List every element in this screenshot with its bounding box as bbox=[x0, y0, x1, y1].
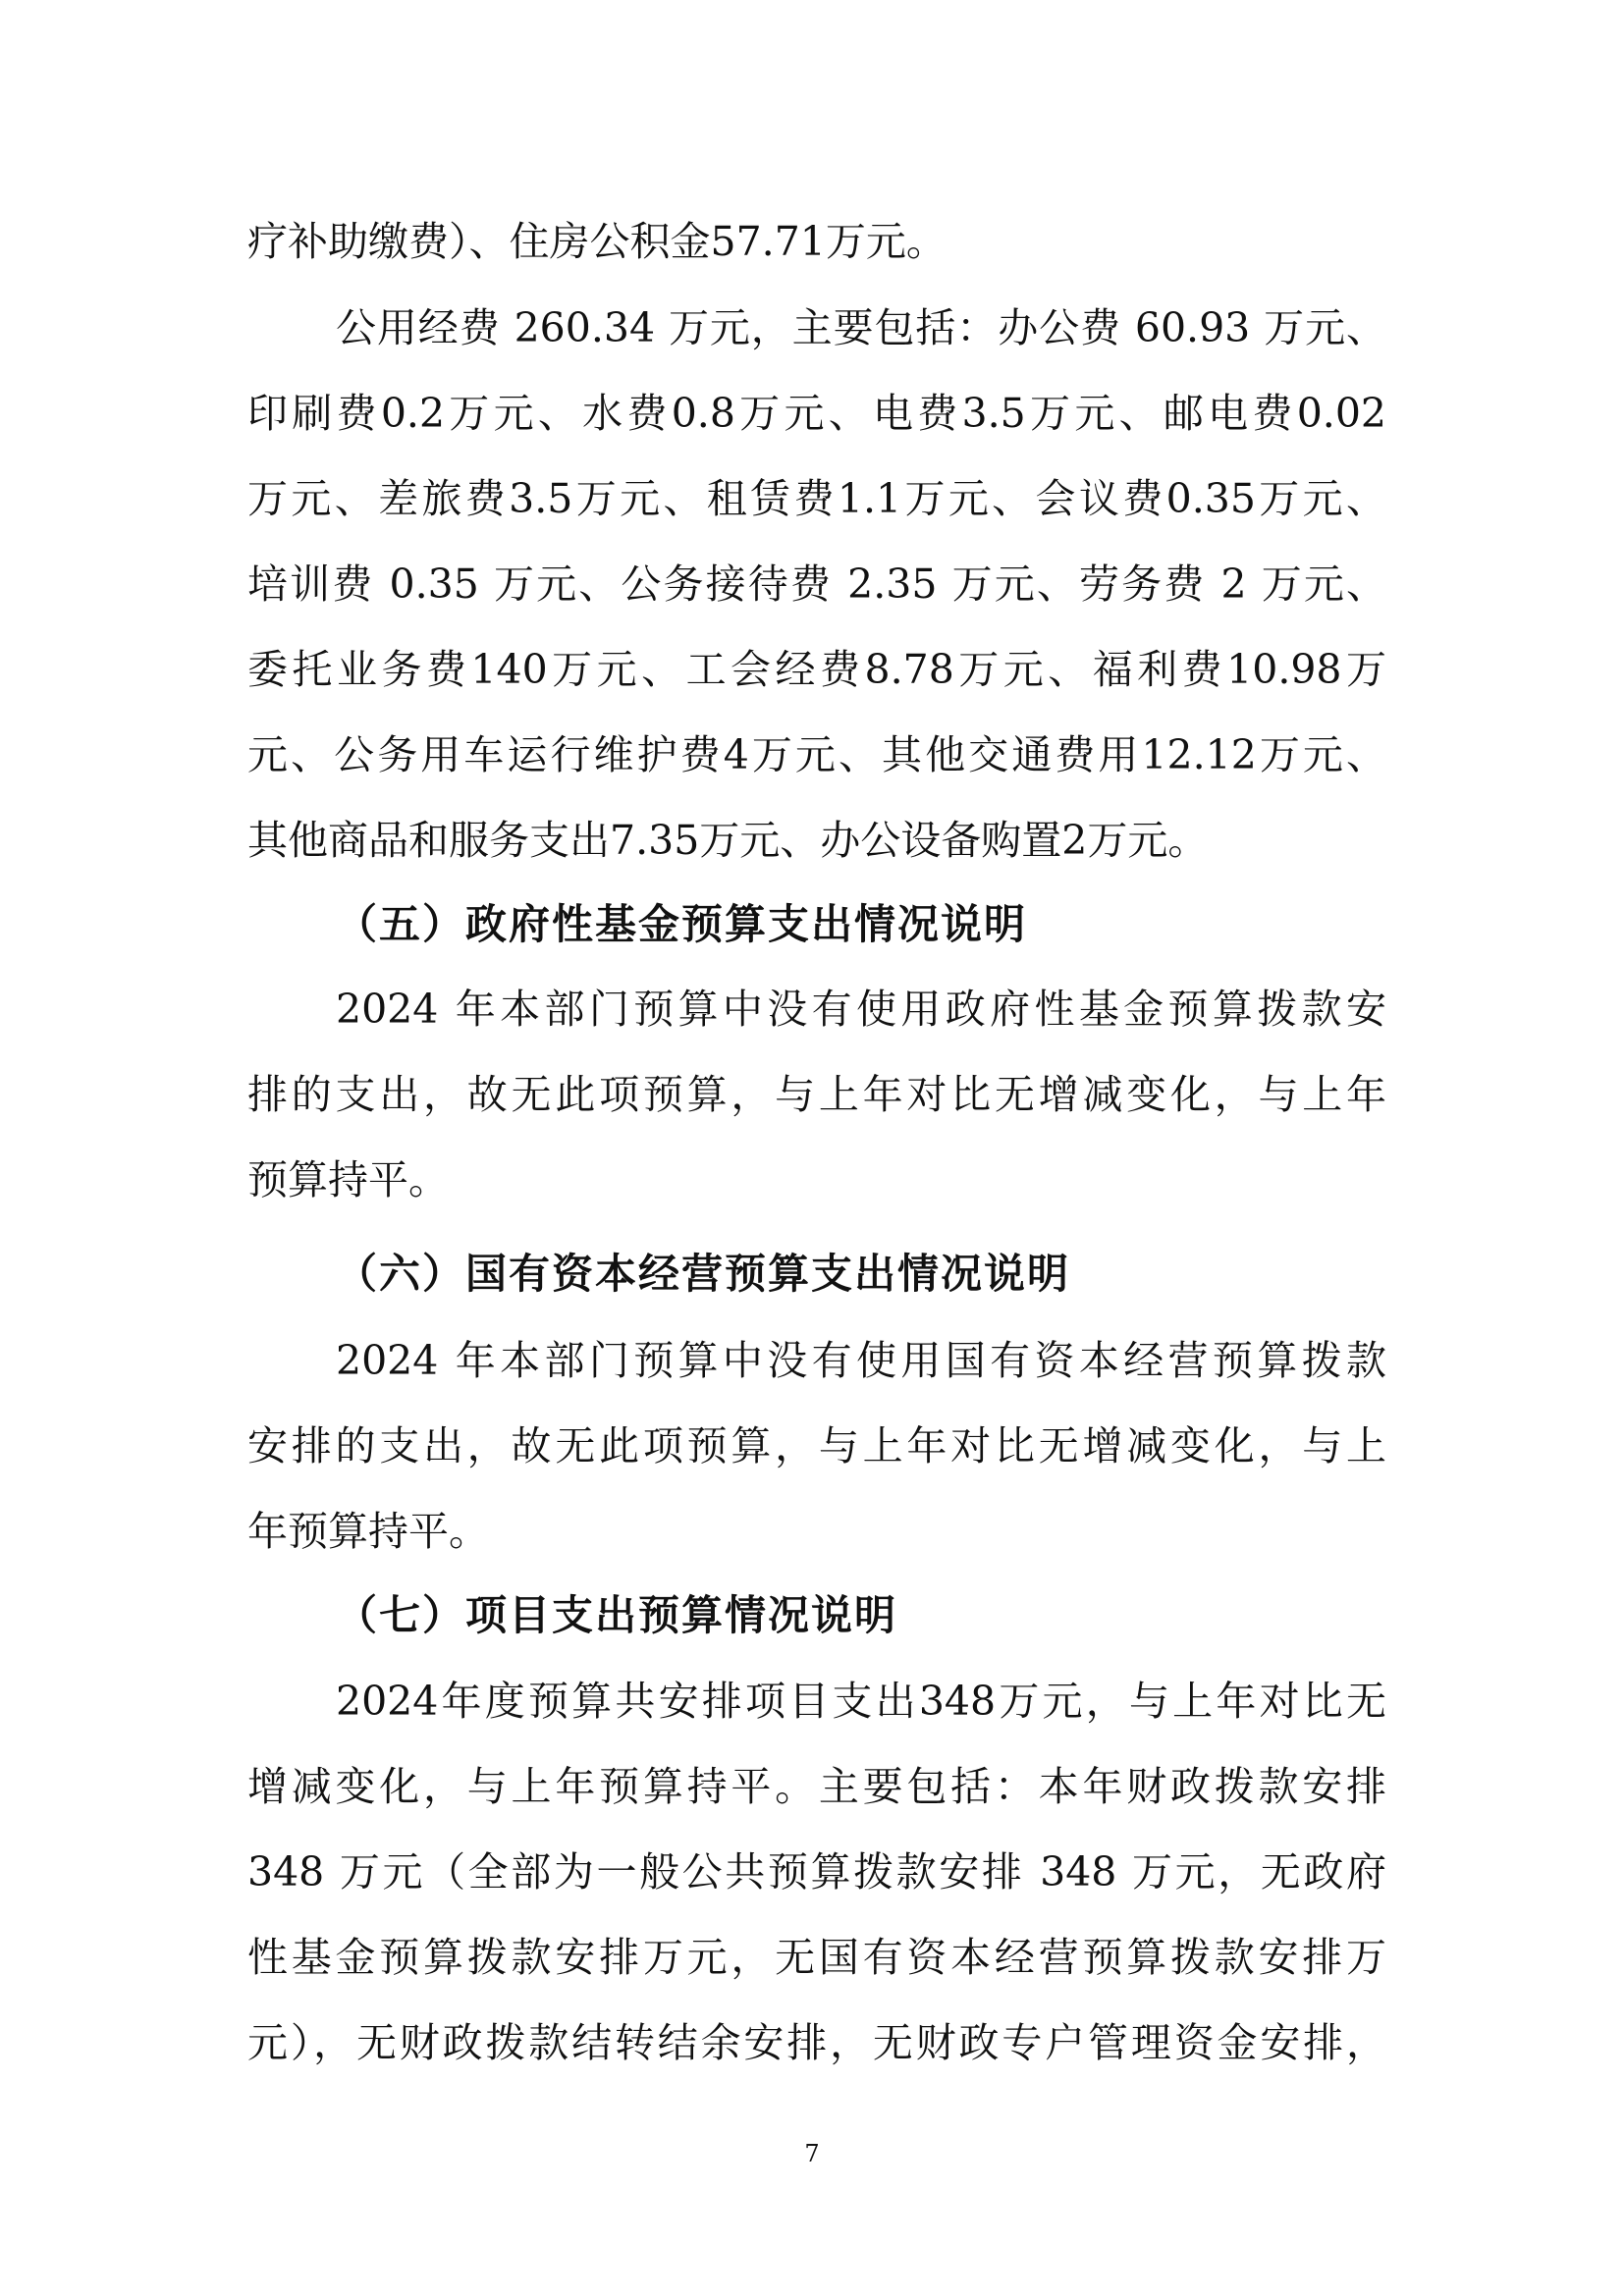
paragraph-line: 2024年度预算共安排项目支出348万元，与上年对比无 bbox=[336, 1678, 1386, 1725]
page-number: 7 bbox=[804, 2140, 820, 2167]
paragraph-line: 培训费 0.35 万元、公务接待费 2.35 万元、劳务费 2 万元、 bbox=[247, 561, 1386, 608]
section-heading-six: （六）国有资本经营预算支出情况说明 bbox=[336, 1250, 1071, 1298]
paragraph-line: 疗补助缴费）、住房公积金57.71万元。 bbox=[247, 218, 947, 265]
paragraph-line: 万元、差旅费3.5万元、租赁费1.1万元、会议费0.35万元、 bbox=[247, 475, 1386, 522]
paragraph-line: 其他商品和服务支出7.35万元、办公设备购置2万元。 bbox=[247, 817, 1209, 864]
paragraph-line: 排的支出，故无此项预算，与上年对比无增减变化，与上年 bbox=[247, 1071, 1386, 1118]
paragraph-line: 元、公务用车运行维护费4万元、其他交通费用12.12万元、 bbox=[247, 731, 1386, 778]
paragraph-line: 2024 年本部门预算中没有使用国有资本经营预算拨款 bbox=[336, 1337, 1386, 1384]
paragraph-line: 增减变化，与上年预算持平。主要包括：本年财政拨款安排 bbox=[247, 1763, 1386, 1810]
paragraph-line: 预算持平。 bbox=[247, 1156, 449, 1203]
section-heading-seven: （七）项目支出预算情况说明 bbox=[336, 1591, 898, 1639]
paragraph-line: 2024 年本部门预算中没有使用政府性基金预算拨款安 bbox=[336, 986, 1386, 1033]
section-heading-five: （五）政府性基金预算支出情况说明 bbox=[336, 900, 1028, 948]
paragraph-line: 元），无财政拨款结转结余安排，无财政专户管理资金安排， bbox=[247, 2019, 1386, 2066]
paragraph-line: 公用经费 260.34 万元，主要包括：办公费 60.93 万元、 bbox=[336, 304, 1386, 351]
paragraph-line: 年预算持平。 bbox=[247, 1508, 489, 1555]
paragraph-line: 印刷费0.2万元、水费0.8万元、电费3.5万元、邮电费0.02 bbox=[247, 390, 1386, 437]
paragraph-line: 委托业务费140万元、工会经费8.78万元、福利费10.98万 bbox=[247, 646, 1386, 693]
paragraph-line: 性基金预算拨款安排万元，无国有资本经营预算拨款安排万 bbox=[247, 1934, 1386, 1981]
paragraph-line: 安排的支出，故无此项预算，与上年对比无增减变化，与上 bbox=[247, 1422, 1386, 1469]
paragraph-line: 348 万元（全部为一般公共预算拨款安排 348 万元，无政府 bbox=[247, 1848, 1386, 1896]
